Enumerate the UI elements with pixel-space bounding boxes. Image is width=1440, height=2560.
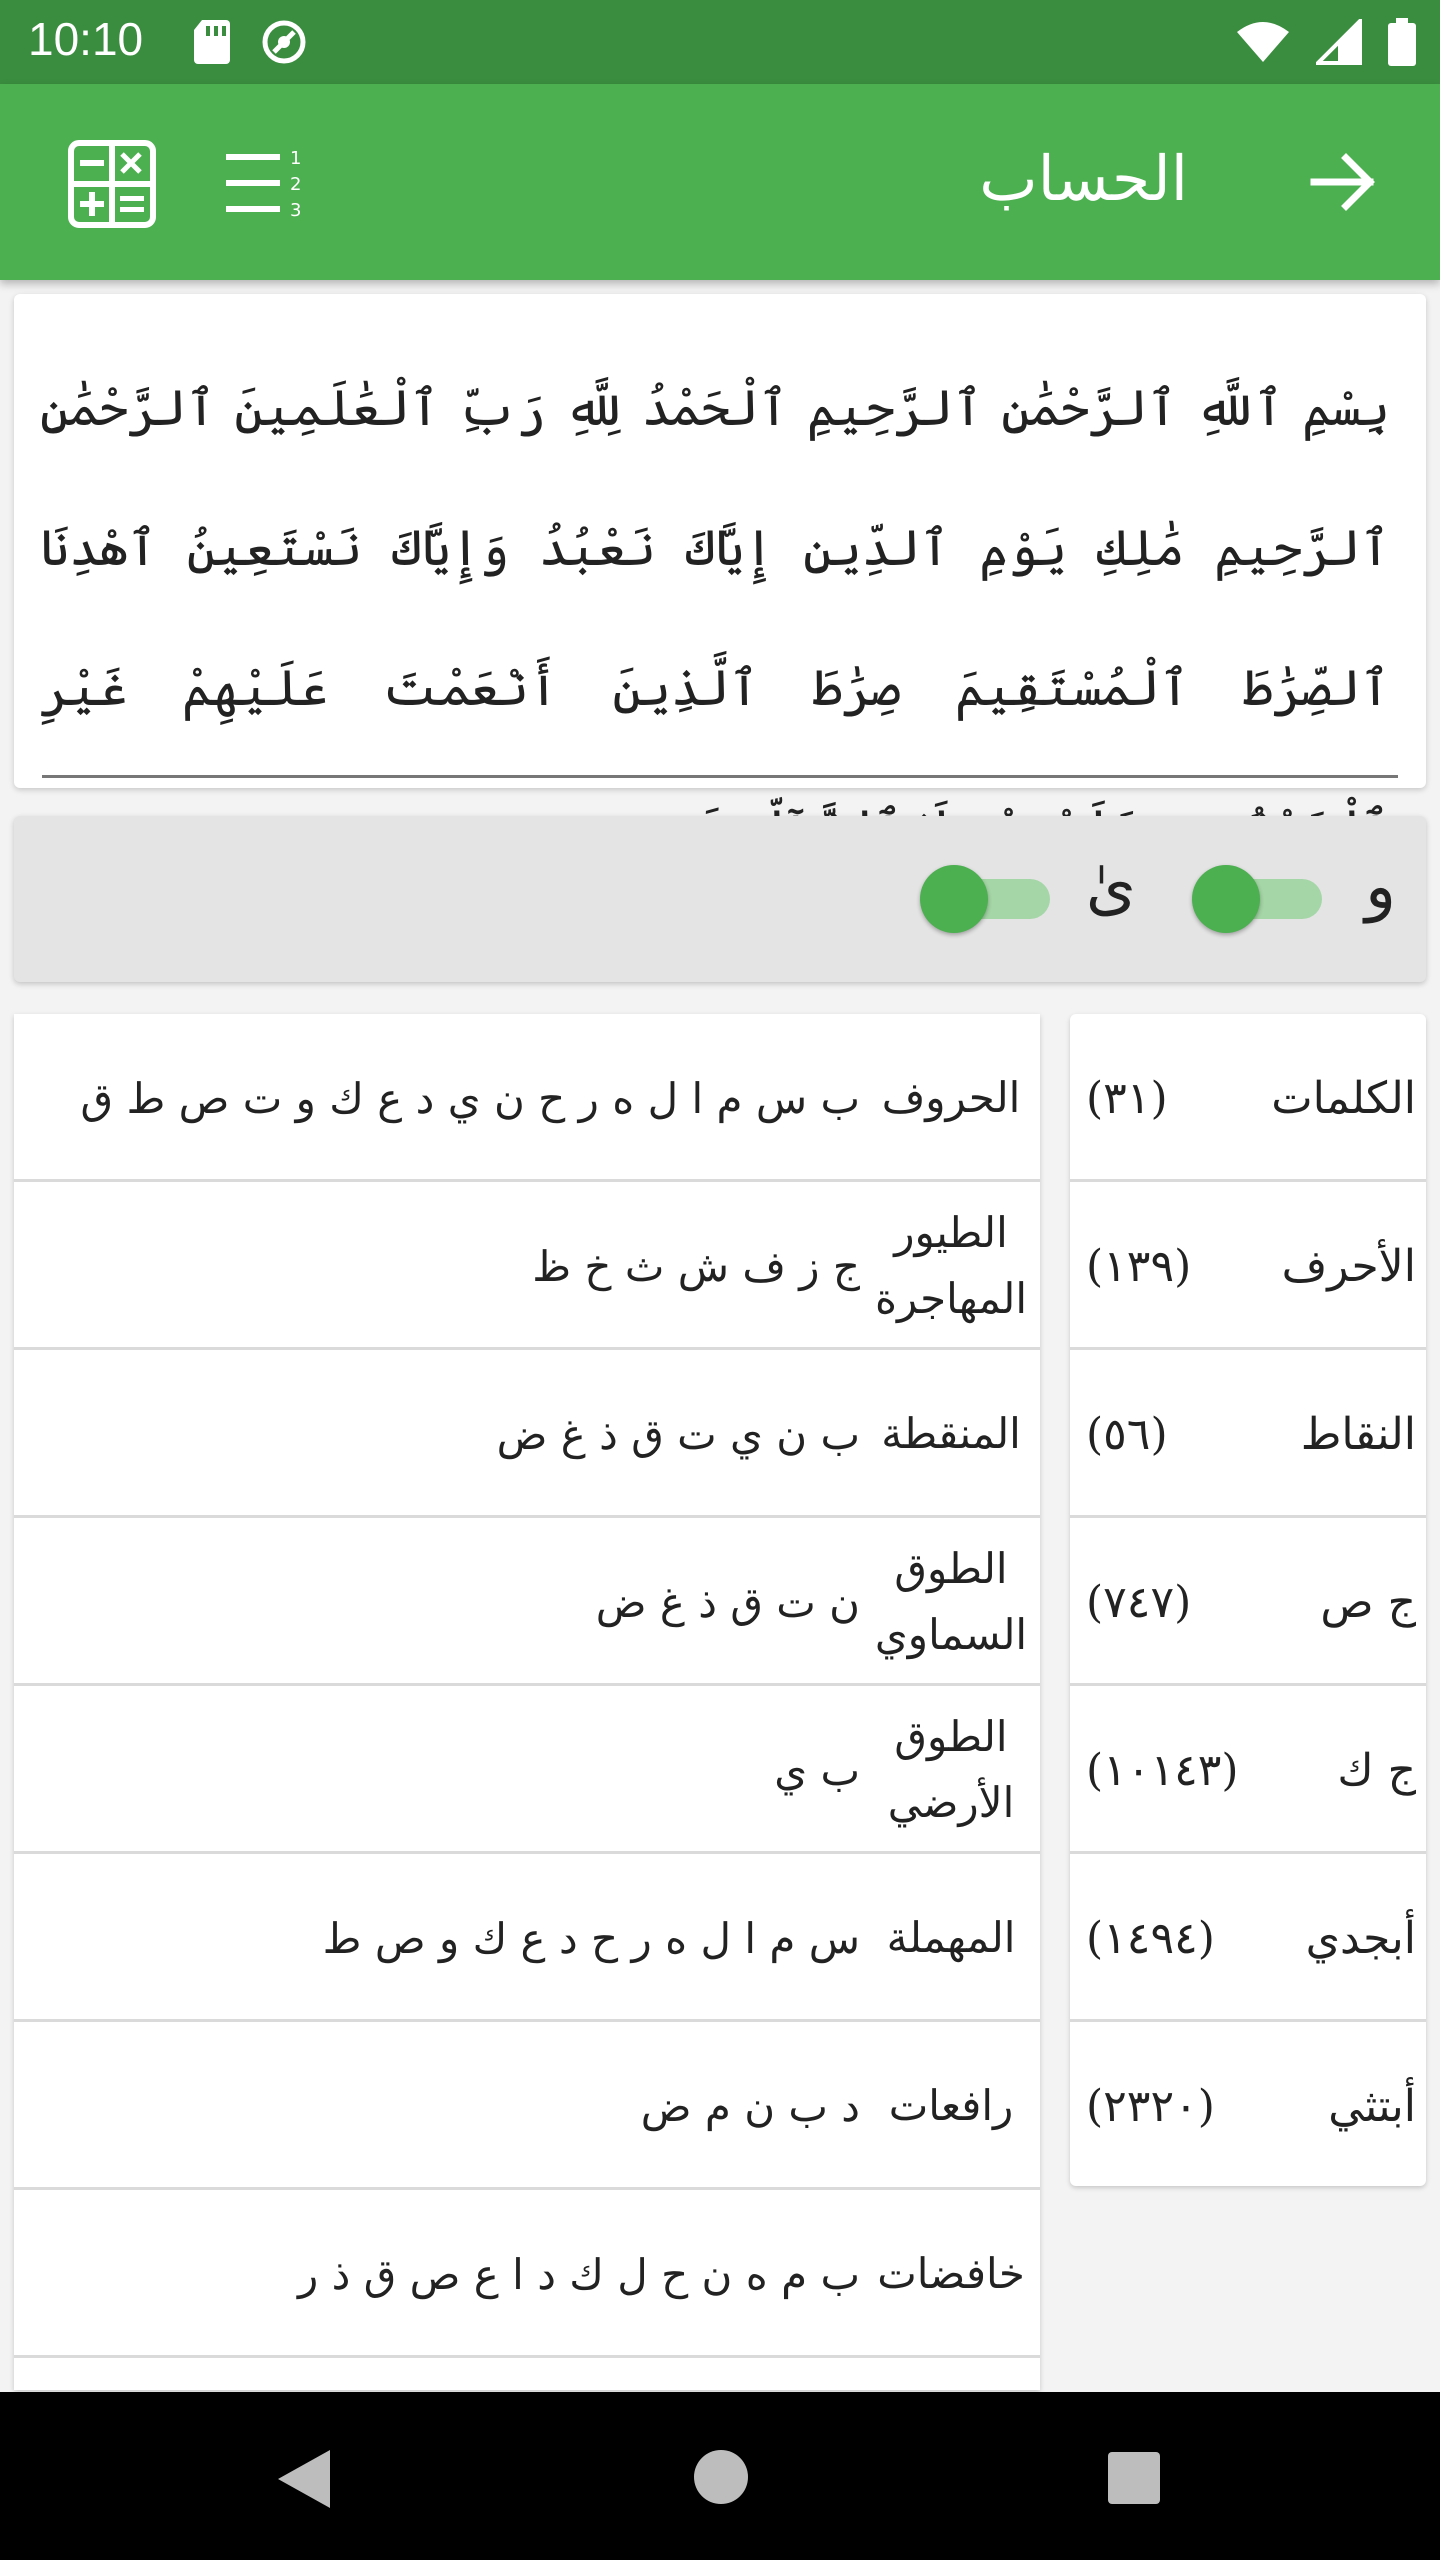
- svg-text:2: 2: [290, 174, 302, 195]
- row-name: الطيور المهاجرة: [874, 1208, 1028, 1323]
- count-value: (٣١): [1086, 1072, 1168, 1124]
- table-row: [1070, 2022, 1426, 2190]
- count-value: (٧٤٧): [1086, 1576, 1192, 1628]
- row-value: ج ز ف ش ث خ ظ: [532, 1241, 860, 1291]
- row-value: ب م ه ن ح ل ك د ا ع ص ق ذ ر: [298, 2249, 860, 2299]
- sync-icon: [260, 18, 308, 66]
- nav-home-icon[interactable]: [694, 2450, 748, 2504]
- count-name: الأحرف: [1281, 1240, 1416, 1292]
- ya-toggle[interactable]: [920, 870, 1050, 928]
- verse-text[interactable]: بِسْمِ ٱللَّهِ ٱلرَّحْمَٰنِ ٱلرَّحِيمِ ٱلْحَمْدُ لِلَّهِ رَبِّ ٱلْعَٰلَمِينَ ٱلرَّحْمَٰنِ ٱلرَّحِيمِ مَٰلِكِ يَوْمِ ٱلدِّينِ إِيَّاكَ نَعْبُدُ وَإِيَّاكَ نَسْتَعِينُ ٱهْدِنَا ٱلصِّرَٰطَ ٱلْمُسْتَقِيمَ صِرَٰطَ ٱلَّذِينَ أَنْعَمْتَ عَلَيْهِمْ غَيْرِ: [40, 379, 1390, 717]
- count-value: (١٠١٤٣): [1086, 1744, 1239, 1796]
- row-name: رافعات: [888, 2081, 1014, 2130]
- waw-toggle[interactable]: [1192, 870, 1322, 928]
- row-value: ب ن ي ت ق ذ غ ض: [496, 1409, 860, 1459]
- table-row: [14, 2190, 1040, 2358]
- svg-text:3: 3: [290, 200, 302, 218]
- arrow-forward-icon[interactable]: [1308, 146, 1380, 218]
- table-row: [14, 1014, 1040, 1182]
- count-name: أبجدي: [1305, 1912, 1416, 1964]
- svg-text:1: 1: [290, 148, 302, 169]
- numbered-list-icon[interactable]: [226, 148, 306, 218]
- row-name: المهملة: [886, 1913, 1016, 1962]
- table-row: [1070, 1350, 1426, 1518]
- row-value: د ب ن م ض: [640, 2081, 860, 2131]
- waw-toggle-thumb: [1192, 865, 1260, 933]
- count-name: ج ص: [1320, 1576, 1416, 1628]
- count-name: أبتثي: [1328, 2080, 1416, 2132]
- row-name: الحروف: [881, 1073, 1021, 1122]
- table-row: [14, 1686, 1040, 1854]
- battery-icon: [1388, 18, 1416, 66]
- row-value: س م ا ل ه ر ح د ع ك و ص ط: [322, 1913, 860, 1963]
- row-name: الطوق الأرضي: [887, 1712, 1015, 1827]
- row-value: ن ت ق ذ غ ض: [595, 1577, 860, 1627]
- wifi-icon: [1236, 20, 1290, 64]
- table-row: [14, 1182, 1040, 1350]
- table-row: [1070, 1014, 1426, 1182]
- ya-toggle-thumb: [920, 865, 988, 933]
- table-row: [14, 1518, 1040, 1686]
- signal-icon: [1316, 19, 1362, 65]
- row-name: الطوق السماوي: [874, 1544, 1028, 1659]
- waw-label: و: [1365, 850, 1396, 924]
- calculator-icon[interactable]: [68, 140, 156, 228]
- table-row: [14, 1350, 1040, 1518]
- ya-label: ىٰ: [1085, 850, 1136, 924]
- count-name: النقاط: [1300, 1408, 1416, 1460]
- count-name: ج ك: [1337, 1744, 1416, 1796]
- toggle-bar: [14, 816, 1426, 982]
- row-name: خافضات: [877, 2249, 1025, 2298]
- nav-recents-icon[interactable]: [1108, 2452, 1160, 2504]
- table-row: [14, 2022, 1040, 2190]
- row-value: ب س م ا ل ه ر ح ن ي د ع ك و ت ص ط ق: [80, 1073, 860, 1123]
- count-value: (٥٦): [1086, 1408, 1168, 1460]
- row-name: المنقطة: [881, 1409, 1021, 1458]
- count-value: (٢٣٢٠): [1086, 2080, 1215, 2132]
- table-row: [1070, 1686, 1426, 1854]
- system-nav-bar: [0, 2392, 1440, 2560]
- verse-underline: [42, 775, 1398, 778]
- page-title: الحساب: [979, 142, 1188, 215]
- app-bar: [0, 84, 1440, 280]
- table-row: [1070, 1518, 1426, 1686]
- status-bar: [0, 0, 1440, 84]
- nav-back-icon[interactable]: [270, 2444, 340, 2514]
- sd-card-icon: [192, 18, 232, 64]
- counts-table: [1070, 1014, 1426, 2186]
- status-time: 10:10: [28, 13, 144, 65]
- count-value: (١٣٩): [1086, 1240, 1192, 1292]
- letters-table: [14, 1014, 1040, 2390]
- count-name: الكلمات: [1271, 1072, 1416, 1124]
- verse-card: [14, 294, 1426, 788]
- count-value: (١٤٩٤): [1086, 1912, 1215, 1964]
- table-row: [14, 1854, 1040, 2022]
- table-row: [1070, 1182, 1426, 1350]
- table-row: [1070, 1854, 1426, 2022]
- row-value: ب ي: [774, 1745, 860, 1795]
